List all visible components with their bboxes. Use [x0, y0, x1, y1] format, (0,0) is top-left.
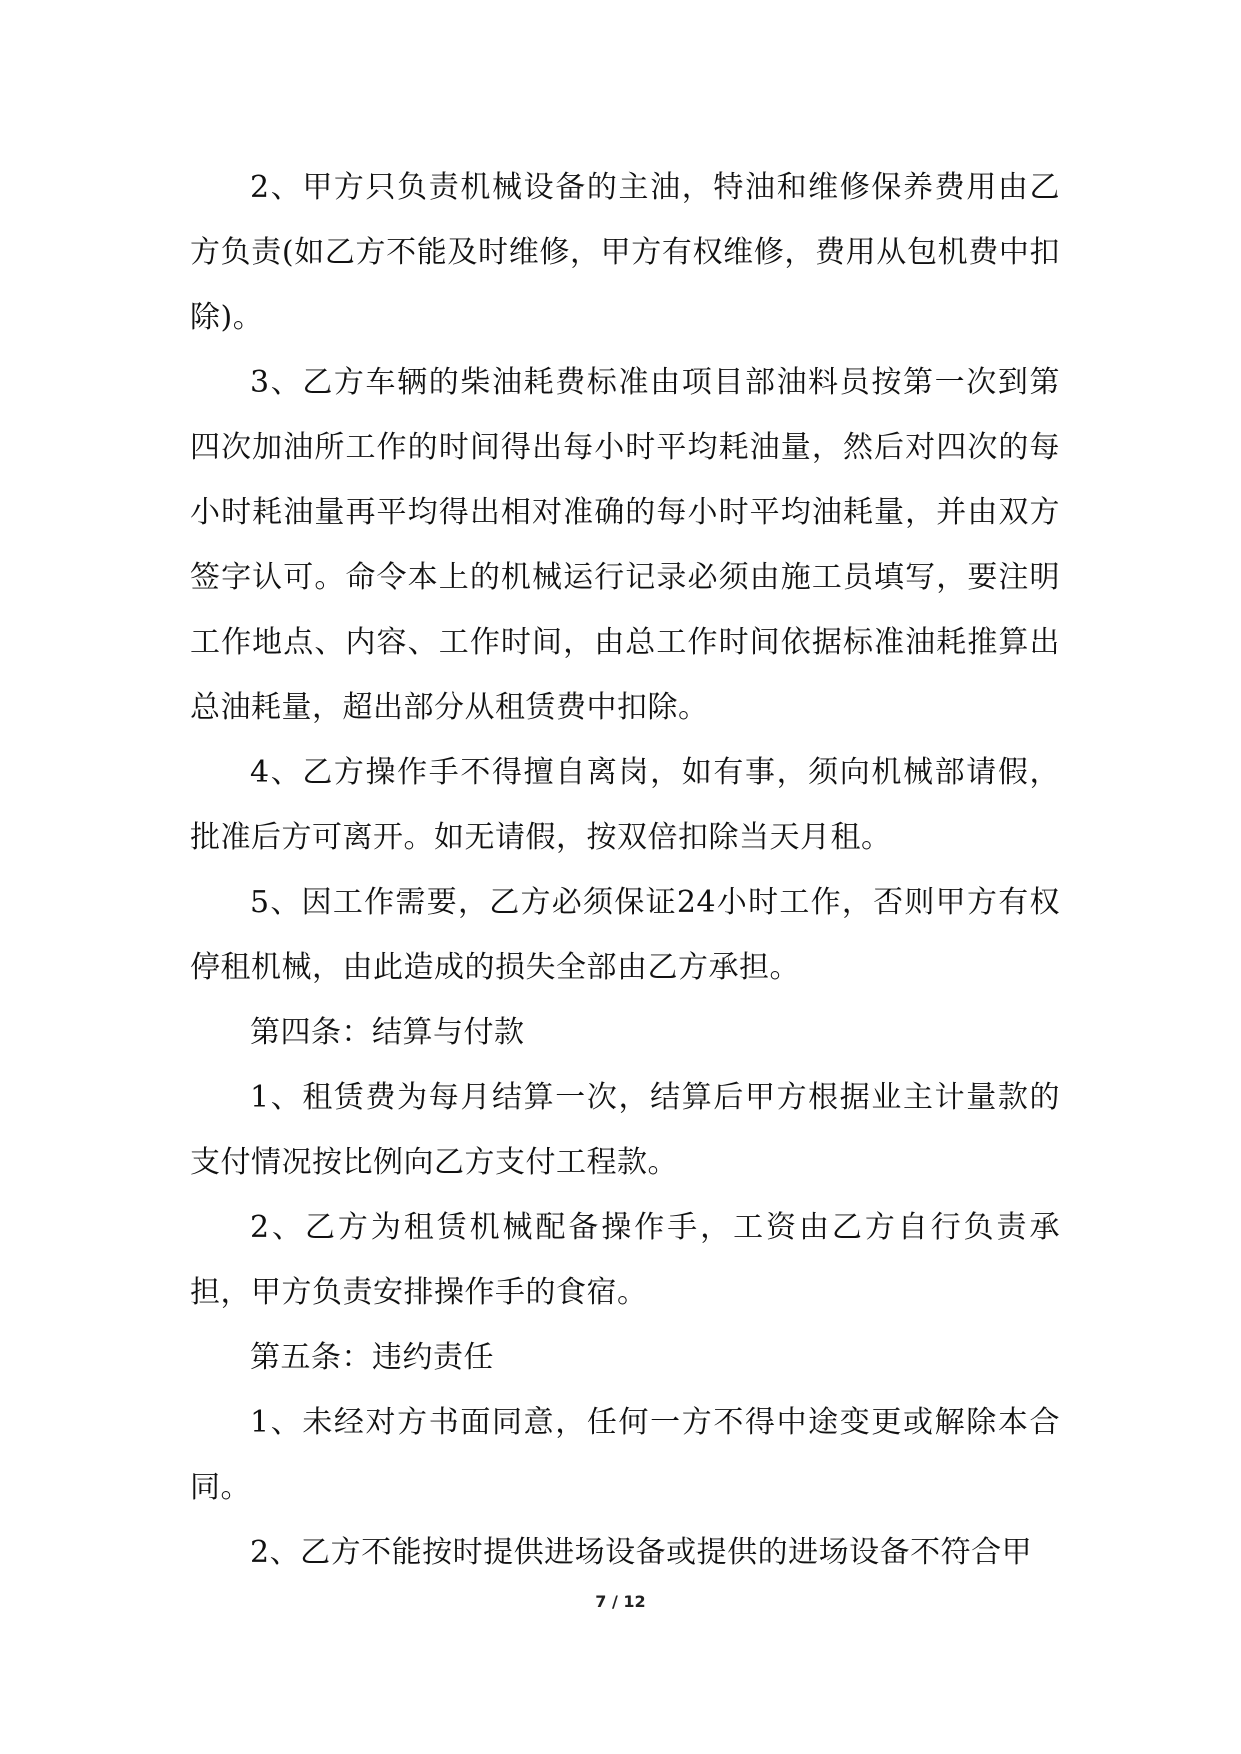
document-body	[190, 155, 1060, 1585]
paragraph-clause-5-2: 2、乙方不能按时提供进场设备或提供的进场设备不符合甲	[250, 1535, 1033, 1570]
paragraph-clause-4-2: 2、乙方为租赁机械配备操作手，工资由乙方自行负责承担，甲方负责安排操作手的食宿。	[190, 1210, 1060, 1310]
paragraph-clause-3-2: 2、甲方只负责机械设备的主油，特油和维修保养费用由乙方负责(如乙方不能及时维修，甲方有权维修，费用从包机费中扣除)。	[190, 170, 1060, 335]
paragraph-clause-3-4: 4、乙方操作手不得擅自离岗，如有事，须向机械部请假，批准后方可离开。如无请假，按双倍扣除当天月租。	[190, 755, 1060, 855]
paragraph-clause-5-1: 1、未经对方书面同意，任何一方不得中途变更或解除本合同。	[190, 1405, 1060, 1505]
page-number: 7 / 12	[595, 1592, 646, 1611]
paragraph-clause-3-5: 5、因工作需要，乙方必须保证24小时工作，否则甲方有权停租机械，由此造成的损失全部由乙方承担。	[190, 885, 1060, 985]
paragraph-clause-3-3: 3、乙方车辆的柴油耗费标准由项目部油料员按第一次到第四次加油所工作的时间得出每小时平均耗油量，然后对四次的每小时耗油量再平均得出相对准确的每小时平均油耗量，并由双方签字认可。命令本上的机械运行记录必须由施工员填写，要注明工作地点、内容、工作时间，由总工作时间依据标准油耗推算出总油耗量，超出部分从租赁费中扣除。	[190, 365, 1060, 725]
section-heading-article-5: 第五条：违约责任	[250, 1340, 494, 1375]
paragraph-clause-4-1: 1、租赁费为每月结算一次，结算后甲方根据业主计量款的支付情况按比例向乙方支付工程款。	[190, 1080, 1060, 1180]
section-heading-article-4: 第四条：结算与付款	[250, 1015, 525, 1050]
